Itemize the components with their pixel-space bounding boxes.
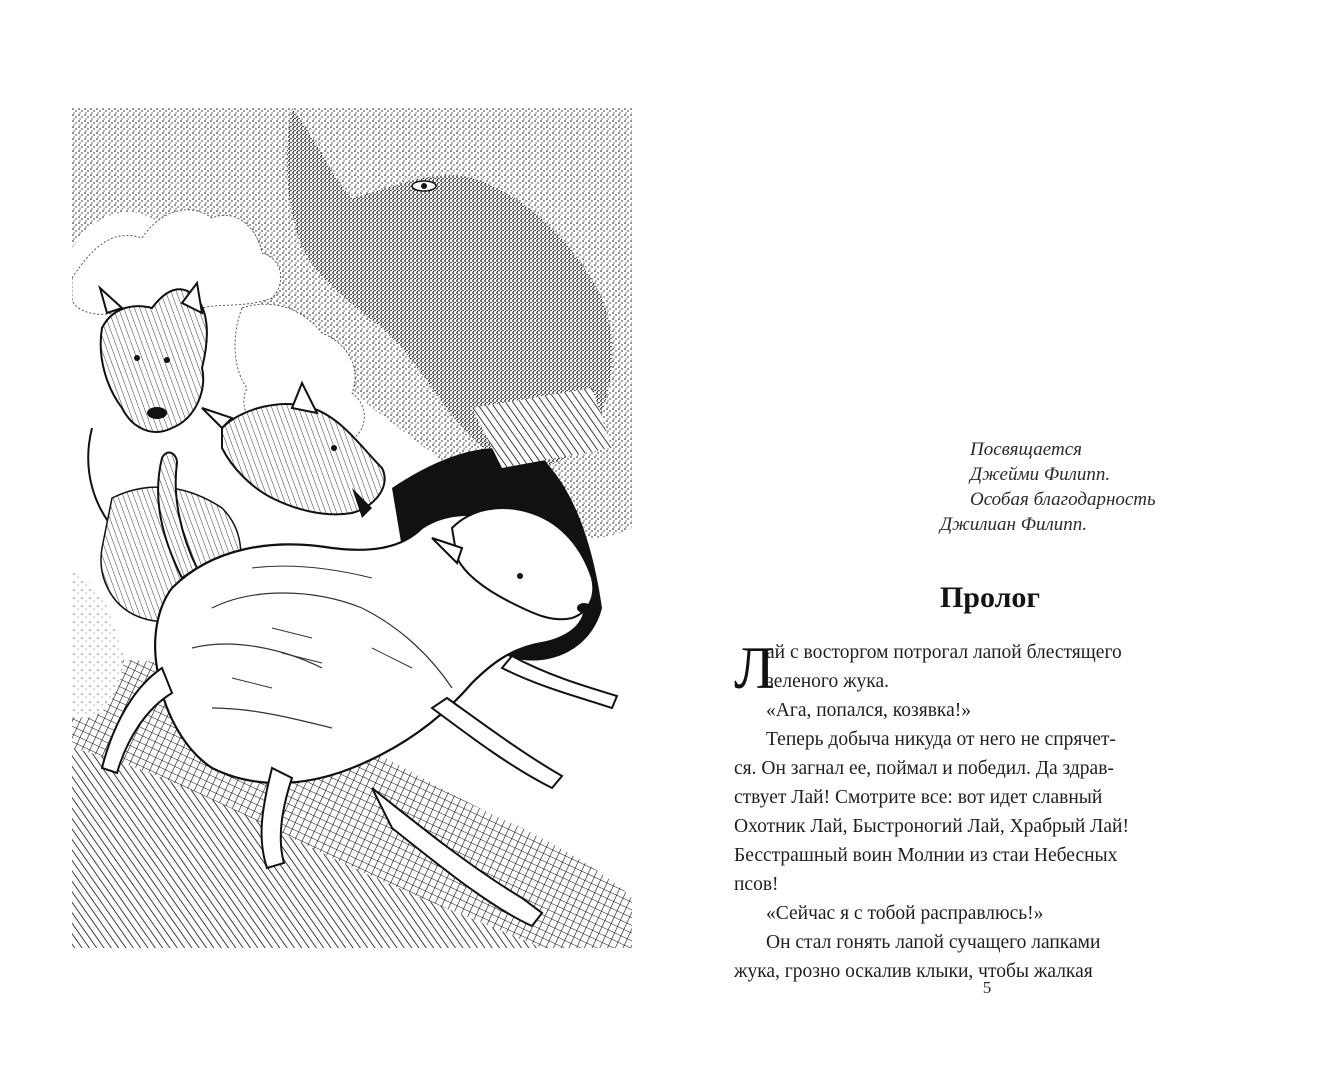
text-line: жука, грозно оскалив клыки, чтобы жалкая xyxy=(734,961,1093,982)
dedication-line: Особая благодарность xyxy=(970,489,1156,510)
text-line: ствует Лай! Смотрите все: вот идет славный xyxy=(734,787,1103,808)
drop-cap: Л xyxy=(734,635,775,701)
text-line: «Ага, попался, козявка!» xyxy=(766,700,971,721)
dedication xyxy=(940,437,1200,537)
text-line: Он стал гонять лапой сучащего лапками xyxy=(766,932,1101,953)
text-line: псов! xyxy=(734,874,779,895)
dedication-line: Посвящается xyxy=(970,439,1082,460)
text-line: «Сейчас я с тобой расправлюсь!» xyxy=(766,903,1044,924)
chapter-title: Пролог xyxy=(939,581,1041,614)
page-number: 5 xyxy=(982,978,992,997)
dedication-line: Джейми Филипп. xyxy=(970,464,1111,485)
text-line: Бесстрашный воин Молнии из стаи Небесных xyxy=(734,845,1118,866)
wolf-and-dogs-illustration xyxy=(72,108,632,948)
illustration-artwork xyxy=(72,108,632,948)
dedication-line: Джилиан Филипп. xyxy=(940,514,1088,535)
text-line: Теперь добыча никуда от него не спрячет- xyxy=(766,729,1116,750)
body-text xyxy=(734,635,1230,986)
text-line: Охотник Лай, Быстроногий Лай, Храбрый Лай! xyxy=(734,816,1129,837)
text-line: ся. Он загнал ее, поймал и победил. Да здрав- xyxy=(734,758,1114,779)
text-line: зеленого жука. xyxy=(766,671,889,692)
text-line: ай с восторгом потрогал лапой блестящего xyxy=(766,642,1122,663)
